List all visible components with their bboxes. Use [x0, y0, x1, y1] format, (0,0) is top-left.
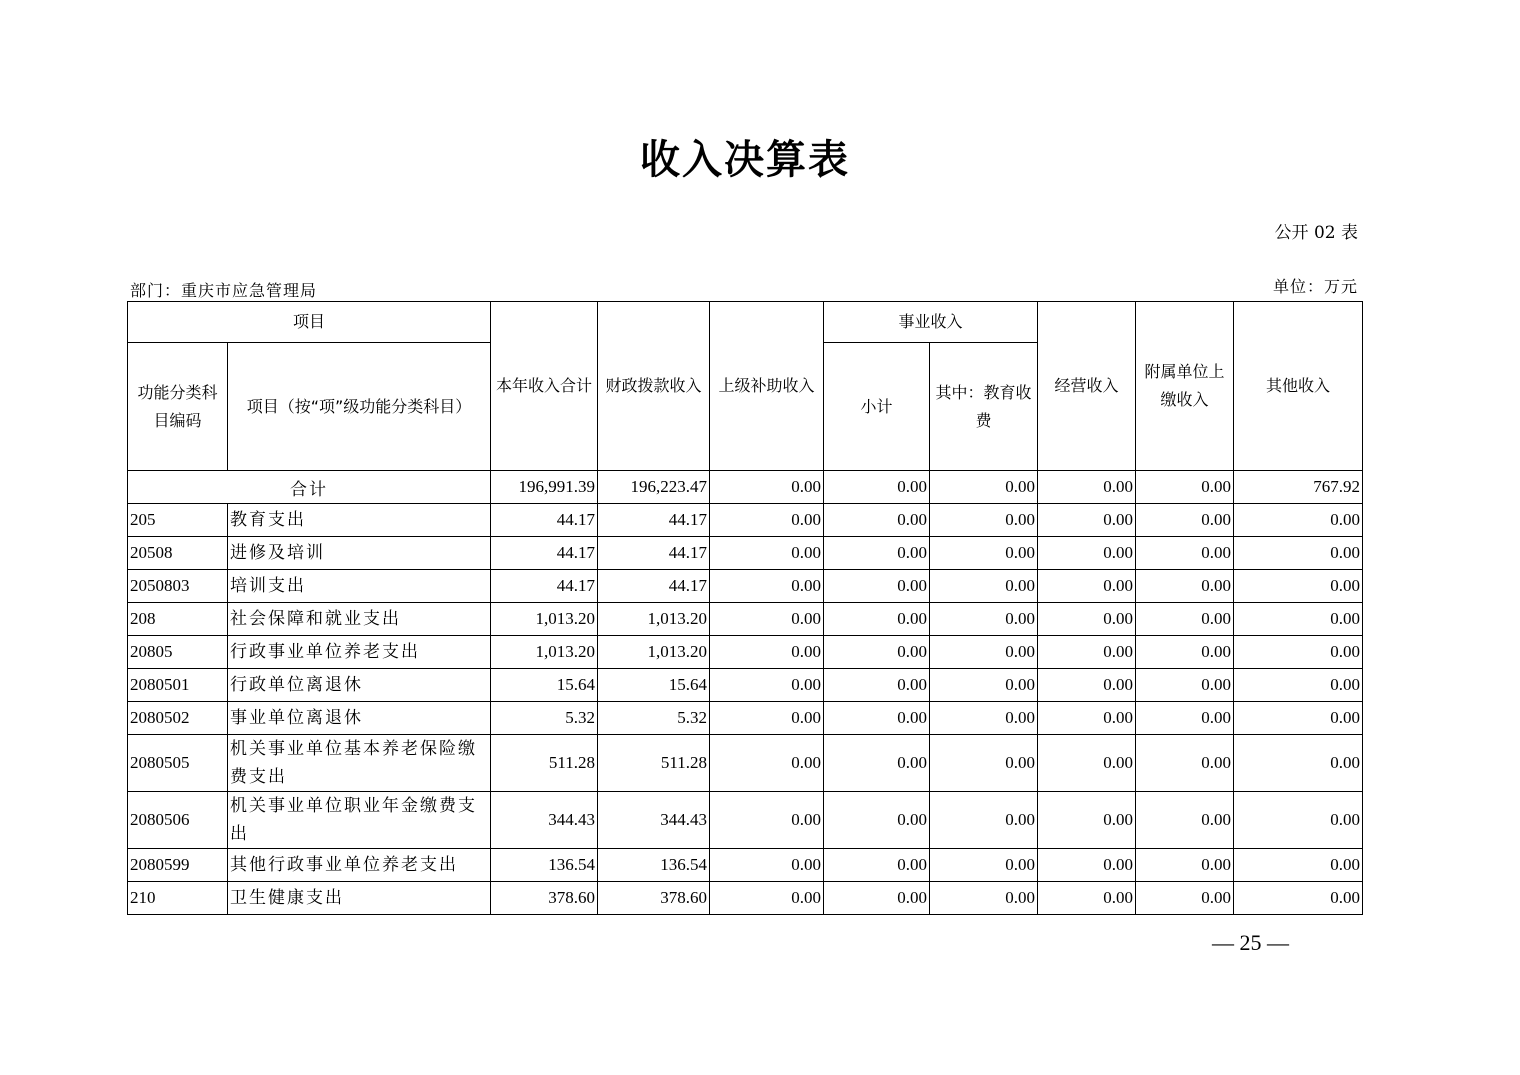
amount-cell: 0.00 [1136, 570, 1234, 603]
amount-cell: 0.00 [1136, 849, 1234, 882]
item-name-cell: 进修及培训 [228, 537, 491, 570]
amount-cell: 44.17 [598, 570, 710, 603]
total-cell: 767.92 [1234, 471, 1363, 504]
table-row [128, 537, 1363, 570]
total-cell: 0.00 [710, 471, 824, 504]
amount-cell: 0.00 [1234, 537, 1363, 570]
amount-cell: 0.00 [1136, 537, 1234, 570]
amount-cell: 0.00 [930, 882, 1038, 915]
amount-cell: 0.00 [1234, 882, 1363, 915]
amount-cell: 0.00 [1038, 504, 1136, 537]
income-statement-table [127, 301, 1363, 915]
amount-cell: 0.00 [710, 849, 824, 882]
total-label: 合计 [128, 471, 491, 504]
amount-cell: 0.00 [710, 537, 824, 570]
amount-cell: 1,013.20 [491, 603, 598, 636]
amount-cell: 15.64 [491, 669, 598, 702]
amount-cell: 0.00 [710, 702, 824, 735]
amount-cell: 0.00 [1038, 537, 1136, 570]
function-code-cell: 20805 [128, 636, 228, 669]
total-cell: 0.00 [1136, 471, 1234, 504]
function-code-cell: 2080502 [128, 702, 228, 735]
amount-cell: 136.54 [491, 849, 598, 882]
header-function-code: 功能分类科目编码 [128, 343, 228, 471]
amount-cell: 0.00 [824, 735, 930, 792]
amount-cell: 0.00 [824, 792, 930, 849]
amount-cell: 0.00 [930, 603, 1038, 636]
amount-cell: 0.00 [930, 702, 1038, 735]
amount-cell: 44.17 [598, 537, 710, 570]
total-cell: 0.00 [824, 471, 930, 504]
total-cell: 196,223.47 [598, 471, 710, 504]
table-row [128, 570, 1363, 603]
header-other-income: 其他收入 [1234, 302, 1363, 471]
item-name-cell: 机关事业单位职业年金缴费支出 [228, 792, 491, 849]
amount-cell: 0.00 [824, 570, 930, 603]
amount-cell: 0.00 [1136, 636, 1234, 669]
item-name-cell: 行政事业单位养老支出 [228, 636, 491, 669]
header-superior-subsidy: 上级补助收入 [710, 302, 824, 471]
table-row [128, 636, 1363, 669]
amount-cell: 0.00 [1136, 735, 1234, 792]
total-cell: 196,991.39 [491, 471, 598, 504]
function-code-cell: 2080505 [128, 735, 228, 792]
item-name-cell: 机关事业单位基本养老保险缴费支出 [228, 735, 491, 792]
amount-cell: 0.00 [1234, 792, 1363, 849]
header-fiscal-allocation: 财政拨款收入 [598, 302, 710, 471]
amount-cell: 0.00 [710, 882, 824, 915]
amount-cell: 0.00 [824, 636, 930, 669]
amount-cell: 5.32 [598, 702, 710, 735]
table-row [128, 882, 1363, 915]
amount-cell: 44.17 [491, 504, 598, 537]
amount-cell: 0.00 [930, 537, 1038, 570]
table-row [128, 849, 1363, 882]
header-education-fee: 其中：教育收费 [930, 343, 1038, 471]
amount-cell: 44.17 [598, 504, 710, 537]
amount-cell: 378.60 [598, 882, 710, 915]
amount-cell: 0.00 [1038, 636, 1136, 669]
amount-cell: 0.00 [710, 504, 824, 537]
amount-cell: 0.00 [1038, 849, 1136, 882]
amount-cell: 0.00 [1136, 603, 1234, 636]
amount-cell: 0.00 [824, 849, 930, 882]
amount-cell: 511.28 [491, 735, 598, 792]
amount-cell: 0.00 [824, 537, 930, 570]
amount-cell: 0.00 [824, 603, 930, 636]
function-code-cell: 20508 [128, 537, 228, 570]
page-number: — 25 — [1212, 930, 1289, 955]
amount-cell: 0.00 [930, 636, 1038, 669]
item-name-cell: 事业单位离退休 [228, 702, 491, 735]
form-number: 公开 02 表 [1274, 223, 1358, 243]
amount-cell: 344.43 [598, 792, 710, 849]
amount-cell: 0.00 [930, 849, 1038, 882]
function-code-cell: 2080599 [128, 849, 228, 882]
amount-cell: 0.00 [824, 504, 930, 537]
amount-cell: 0.00 [710, 603, 824, 636]
page-title: 收入决算表 [640, 136, 850, 183]
amount-cell: 44.17 [491, 537, 598, 570]
total-cell: 0.00 [930, 471, 1038, 504]
table-row [128, 792, 1363, 849]
amount-cell: 136.54 [598, 849, 710, 882]
amount-cell: 0.00 [1234, 603, 1363, 636]
amount-cell: 44.17 [491, 570, 598, 603]
amount-cell: 5.32 [491, 702, 598, 735]
amount-cell: 15.64 [598, 669, 710, 702]
amount-cell: 0.00 [930, 570, 1038, 603]
amount-cell: 0.00 [1136, 792, 1234, 849]
function-code-cell: 210 [128, 882, 228, 915]
amount-cell: 0.00 [1234, 735, 1363, 792]
amount-cell: 0.00 [930, 792, 1038, 849]
amount-cell: 1,013.20 [598, 636, 710, 669]
amount-cell: 0.00 [1038, 882, 1136, 915]
header-affiliated-income: 附属单位上缴收入 [1136, 302, 1234, 471]
item-name-cell: 教育支出 [228, 504, 491, 537]
unit-label: 单位：万元 [1272, 277, 1358, 296]
header-total-income: 本年收入合计 [491, 302, 598, 471]
amount-cell: 0.00 [1234, 504, 1363, 537]
amount-cell: 0.00 [1136, 669, 1234, 702]
amount-cell: 0.00 [1234, 849, 1363, 882]
amount-cell: 0.00 [930, 504, 1038, 537]
amount-cell: 378.60 [491, 882, 598, 915]
item-name-cell: 行政单位离退休 [228, 669, 491, 702]
function-code-cell: 2050803 [128, 570, 228, 603]
total-row [128, 471, 1363, 504]
table-row [128, 504, 1363, 537]
table-row [128, 603, 1363, 636]
function-code-cell: 205 [128, 504, 228, 537]
function-code-cell: 208 [128, 603, 228, 636]
amount-cell: 0.00 [1234, 669, 1363, 702]
amount-cell: 0.00 [1136, 504, 1234, 537]
amount-cell: 0.00 [1038, 603, 1136, 636]
amount-cell: 0.00 [1136, 702, 1234, 735]
amount-cell: 0.00 [1234, 636, 1363, 669]
amount-cell: 0.00 [1234, 570, 1363, 603]
amount-cell: 0.00 [1038, 792, 1136, 849]
table-row [128, 702, 1363, 735]
function-code-cell: 2080501 [128, 669, 228, 702]
amount-cell: 0.00 [710, 669, 824, 702]
amount-cell: 0.00 [1038, 735, 1136, 792]
amount-cell: 1,013.20 [491, 636, 598, 669]
table-body [128, 471, 1363, 915]
item-name-cell: 社会保障和就业支出 [228, 603, 491, 636]
amount-cell: 0.00 [824, 702, 930, 735]
item-name-cell: 其他行政事业单位养老支出 [228, 849, 491, 882]
department-label: 部门：重庆市应急管理局 [130, 281, 318, 300]
amount-cell: 0.00 [1038, 702, 1136, 735]
amount-cell: 0.00 [710, 570, 824, 603]
amount-cell: 1,013.20 [598, 603, 710, 636]
amount-cell: 0.00 [710, 636, 824, 669]
table-row [128, 669, 1363, 702]
header-business-income: 事业收入 [824, 302, 1038, 343]
amount-cell: 0.00 [824, 669, 930, 702]
amount-cell: 0.00 [1038, 669, 1136, 702]
amount-cell: 0.00 [1136, 882, 1234, 915]
amount-cell: 344.43 [491, 792, 598, 849]
amount-cell: 0.00 [710, 735, 824, 792]
amount-cell: 0.00 [930, 669, 1038, 702]
amount-cell: 0.00 [930, 735, 1038, 792]
amount-cell: 0.00 [1038, 570, 1136, 603]
amount-cell: 0.00 [710, 792, 824, 849]
header-subtotal: 小计 [824, 343, 930, 471]
total-cell: 0.00 [1038, 471, 1136, 504]
header-item-name: 项目（按“项”级功能分类科目） [228, 343, 491, 471]
amount-cell: 0.00 [824, 882, 930, 915]
item-name-cell: 卫生健康支出 [228, 882, 491, 915]
header-operating-income: 经营收入 [1038, 302, 1136, 471]
table-row [128, 735, 1363, 792]
header-project: 项目 [128, 302, 491, 343]
item-name-cell: 培训支出 [228, 570, 491, 603]
amount-cell: 511.28 [598, 735, 710, 792]
function-code-cell: 2080506 [128, 792, 228, 849]
amount-cell: 0.00 [1234, 702, 1363, 735]
